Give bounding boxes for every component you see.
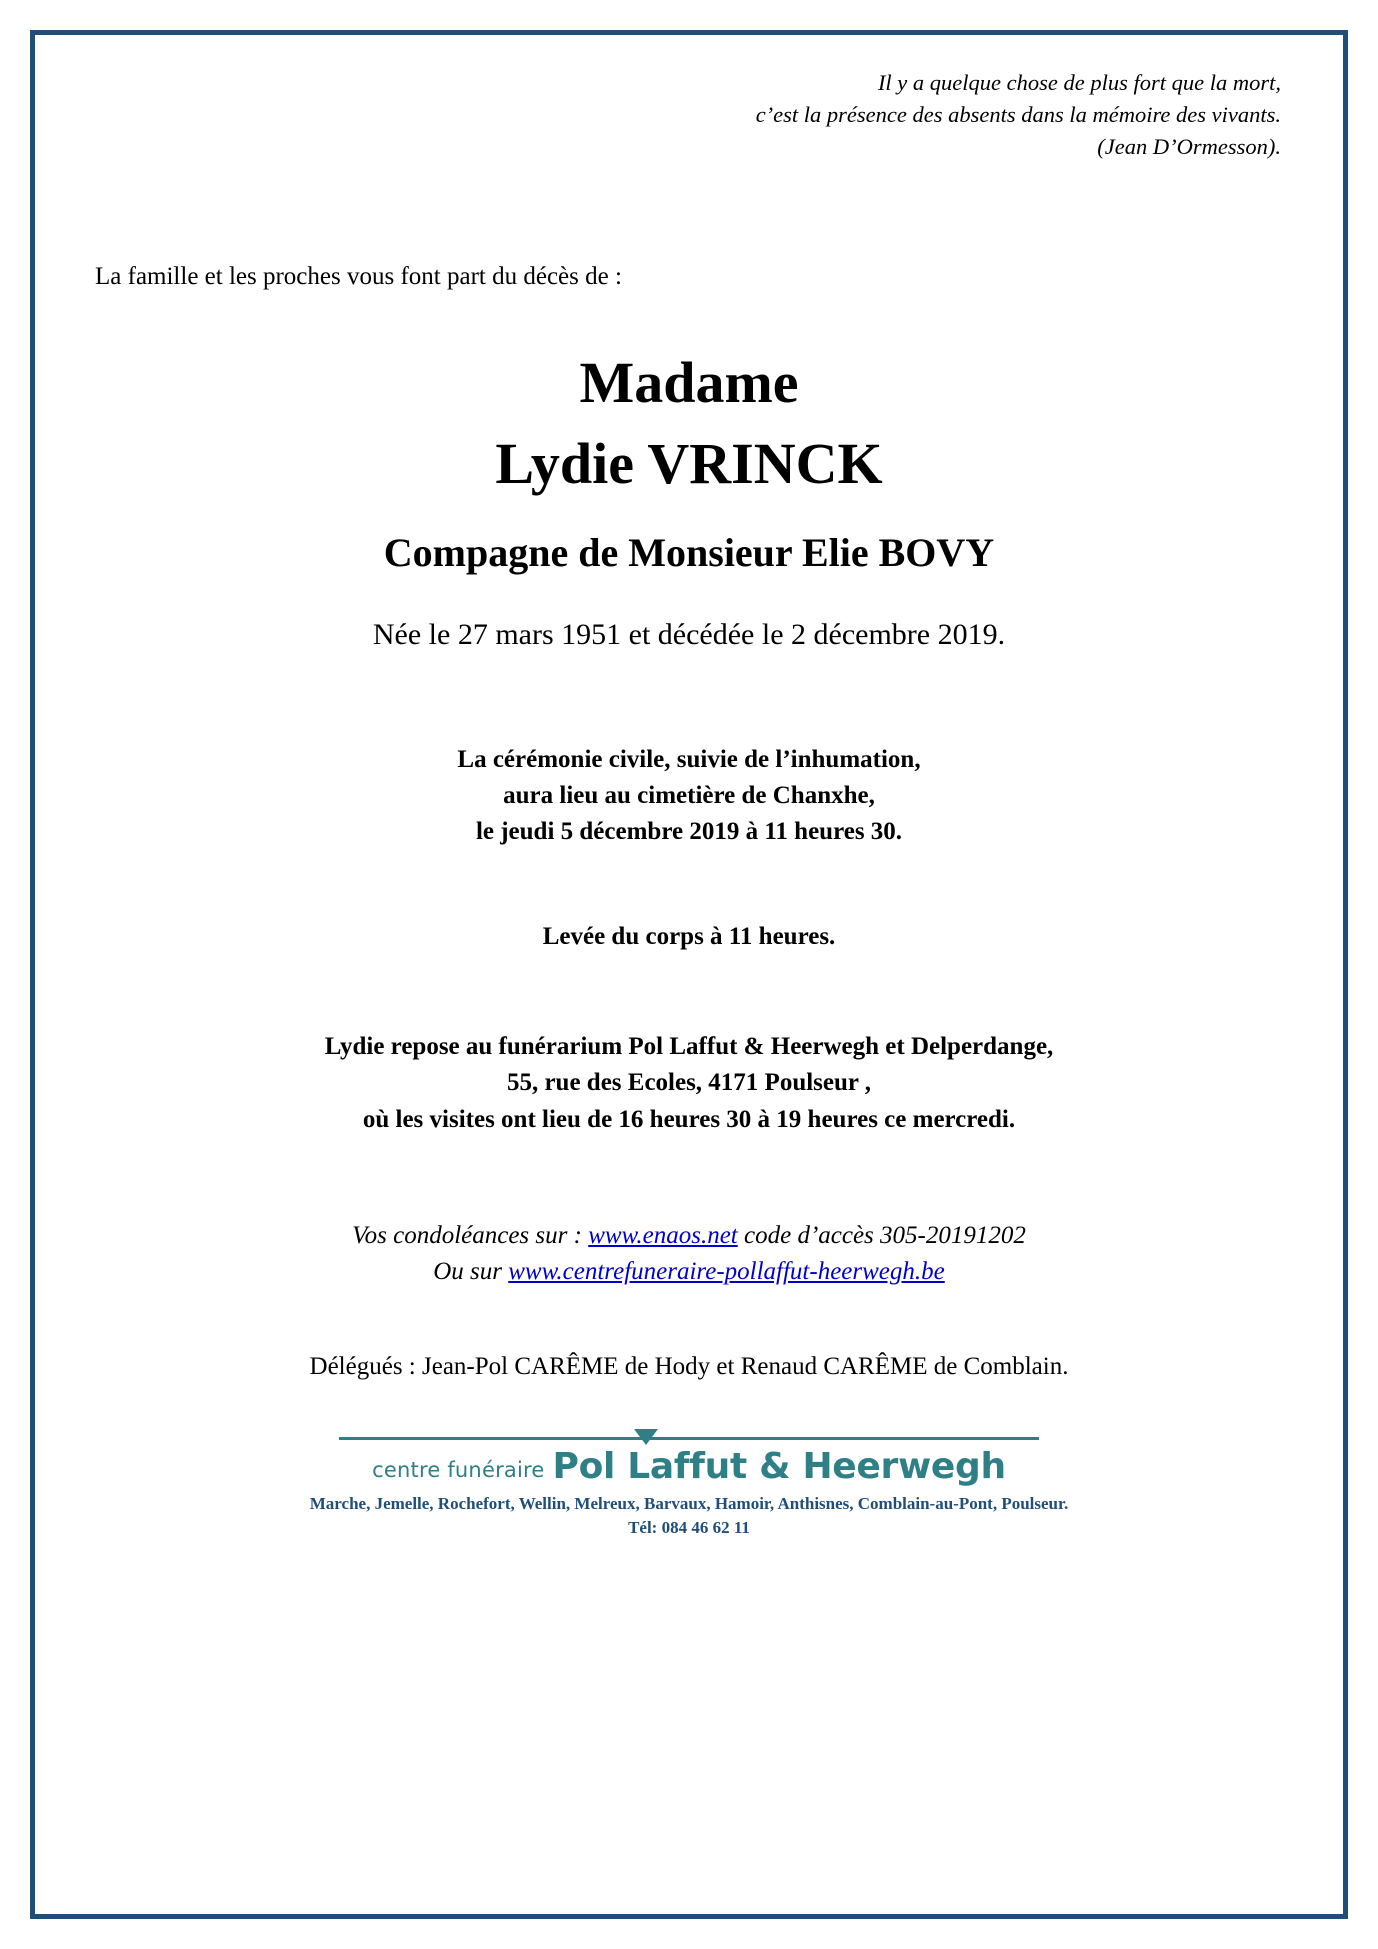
deceased-title: Madame <box>579 349 799 415</box>
condolences-link-enaos[interactable]: www.enaos.net <box>588 1222 738 1250</box>
delegates-line: Délégués : Jean-Pol CARÊME de Hody et Renaud CARÊME de Comblain. <box>309 1352 1069 1380</box>
quote-attribution: (Jean D’Ormesson). <box>1097 133 1281 159</box>
condolences-access-code: code d’accès 305-20191202 <box>737 1222 1026 1250</box>
deceased-partner: Compagne de Monsieur Elie BOVY <box>383 529 995 575</box>
condolences-line-1 <box>85 1218 1293 1254</box>
ceremony-line-3: le jeudi 5 décembre 2019 à 11 heures 30. <box>475 818 903 846</box>
logo-prefix: centre funéraire <box>372 1457 545 1482</box>
footer-phone: Tél: 084 46 62 11 <box>628 1517 750 1537</box>
deceased-dates: Née le 27 mars 1951 et décédée le 2 décembre 2019. <box>372 617 1006 651</box>
logo-name: Pol Laffut & Heerwegh <box>552 1445 1006 1487</box>
announcement-intro: La famille et les proches vous font part du décès de : <box>95 262 622 290</box>
deceased-name-block <box>85 349 1293 576</box>
deceased-name: Lydie VRINCK <box>495 431 883 497</box>
body-removal-time: Levée du corps à 11 heures. <box>542 922 836 950</box>
repose-details <box>85 1029 1293 1139</box>
ceremony-line-1: La cérémonie civile, suivie de l’inhumation, <box>457 745 921 773</box>
repose-line-3: où les visites ont lieu de 16 heures 30 à 19 heures ce mercredi. <box>362 1105 1016 1133</box>
triangle-icon <box>634 1429 658 1445</box>
condolences-link-funeral-home[interactable]: www.centrefuneraire-pollaffut-heerwegh.be <box>508 1258 945 1286</box>
funeral-home-logo <box>85 1446 1293 1487</box>
condolences-line-2 <box>85 1254 1293 1290</box>
quote-line-2: c’est la présence des absents dans la mémoire des vivants. <box>755 101 1281 127</box>
condolences-prefix: Vos condoléances sur : <box>352 1222 589 1250</box>
footer-divider <box>339 1437 1039 1440</box>
ceremony-details <box>85 742 1293 851</box>
condolences-block <box>85 1218 1293 1291</box>
quote-line-1: Il y a quelque chose de plus fort que la mort, <box>877 70 1281 95</box>
condolences-or: Ou sur <box>433 1258 509 1286</box>
repose-line-2: 55, rue des Ecoles, 4171 Poulseur , <box>506 1069 872 1097</box>
footer-cities: Marche, Jemelle, Rochefort, Wellin, Melreux, Barvaux, Hamoir, Anthisnes, Comblain-au-Pont, Poulseur. <box>309 1493 1069 1513</box>
epigraph-quote <box>85 55 1293 163</box>
ceremony-line-2: aura lieu au cimetière de Chanxhe, <box>503 782 875 810</box>
footer-logo-block <box>85 1437 1293 1538</box>
notice-content <box>60 55 1318 1538</box>
repose-line-1: Lydie repose au funérarium Pol Laffut & Heerwegh et Delperdange, <box>324 1032 1054 1060</box>
